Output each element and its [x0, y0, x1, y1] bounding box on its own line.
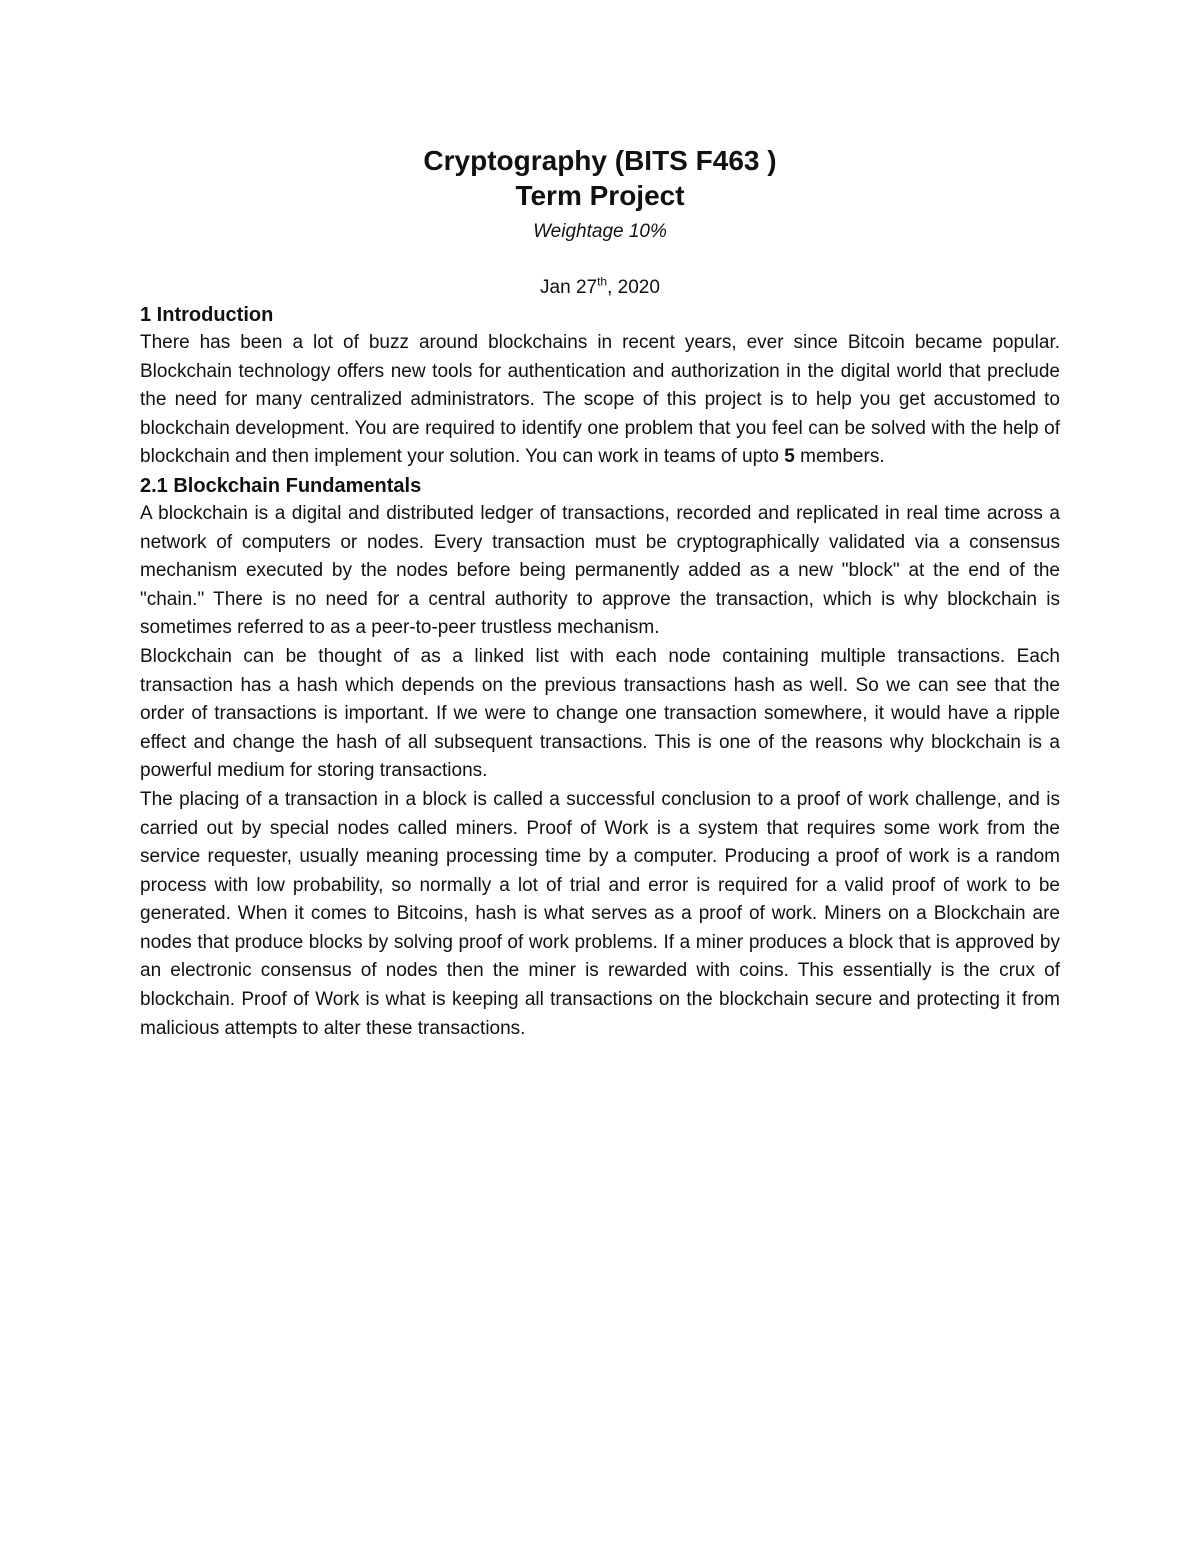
introduction-heading: 1 Introduction	[140, 304, 274, 326]
document-page	[140, 135, 1060, 1043]
document-title: Cryptography (BITS F463 )	[423, 145, 777, 176]
fundamentals-paragraph-2: Blockchain can be thought of as a linked list with each node containing multiple transactions. Each transaction has a hash which depends on the previous transactions hash as well. So we can see that the order of transactions is important. If we were to change one transaction somewhere, it would have a ripple effect and change the hash of all subsequent transactions. This is one of the reasons why blockchain is a powerful medium for storing transactions.	[140, 645, 1060, 782]
weightage-label: Weightage 10%	[533, 221, 667, 242]
intro-text-start: There has been a lot of buzz around blockchains in recent years, ever since Bitcoin became popular. Blockchain technology offers new tools for authentication and authorization in the digital world that preclude the need for many centralized administrators. The scope of this project is to help you get accustomed to blockchain development. You are required to identify one problem that you feel can be solved with the help of blockchain and then implement your solution. You can work in teams of upto	[140, 332, 1060, 468]
document-date	[140, 275, 1060, 301]
fundamentals-paragraph-1: A blockchain is a digital and distributed ledger of transactions, recorded and replicated in real time across a network of computers or nodes. Every transaction must be cryptographically validated via a consensus mechanism executed by the nodes before being permanently added as a new "block" at the end of the "chain." There is no need for a central authority to approve the transaction, which is why blockchain is sometimes referred to as a peer-to-peer trustless mechanism.	[140, 502, 1060, 639]
date-suffix: , 2020	[607, 277, 660, 298]
introduction-paragraph	[140, 329, 1060, 472]
fundamentals-heading: 2.1 Blockchain Fundamentals	[140, 474, 422, 497]
fundamentals-paragraph-3: The placing of a transaction in a block is called a successful conclusion to a proof of work challenge, and is carried out by special nodes called miners. Proof of Work is a system that requires some work from the service requester, usually meaning processing time by a computer. Producing a proof of work is a random process with low probability, so normally a lot of trial and error is required for a valid proof of work to be generated. When it comes to Bitcoins, hash is what serves as a proof of work. Miners on a Blockchain are nodes that produce blocks by solving proof of work problems. If a miner produces a block that is approved by an electronic consensus of nodes then the miner is rewarded with coins. This essentially is the crux of blockchain. Proof of Work is what is keeping all transactions on the blockchain secure and protecting it from malicious attempts to alter these transactions.	[140, 788, 1060, 1039]
date-prefix: Jan 27	[540, 277, 598, 298]
title-block	[140, 143, 1060, 301]
team-size-value: 5	[784, 446, 795, 468]
date-ordinal-suffix: th	[597, 274, 608, 289]
intro-text-end: members.	[794, 446, 885, 468]
document-subtitle: Term Project	[515, 180, 685, 211]
